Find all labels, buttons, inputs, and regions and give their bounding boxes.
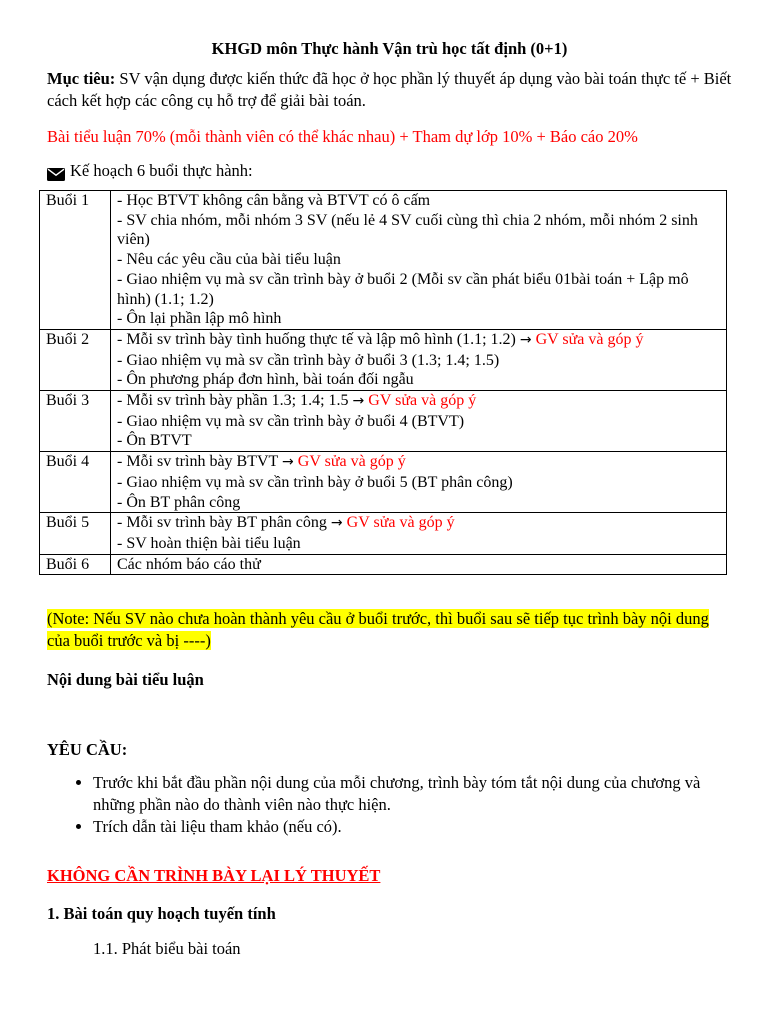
session-content	[111, 329, 727, 390]
requirements-list	[47, 772, 732, 838]
arrow-right-icon: →	[519, 331, 532, 348]
session-task-line: - SV hoàn thiện bài tiểu luận	[117, 534, 301, 552]
session-content	[111, 513, 727, 554]
session-name: Buổi 2	[40, 329, 111, 390]
teacher-feedback-text: GV sửa và góp ý	[535, 330, 644, 348]
session-task-line: - Giao nhiệm vụ mà sv cần trình bày ở buổi 4 (BTVT)	[117, 412, 465, 430]
arrow-right-icon: →	[330, 515, 343, 532]
no-theory-heading: KHÔNG CẦN TRÌNH BÀY LẠI LÝ THUYẾT	[47, 865, 381, 885]
session-row	[40, 329, 727, 390]
session-task-line	[117, 452, 720, 473]
session-task-text: - Mỗi sv trình bày phần 1.3; 1.4; 1.5	[117, 392, 353, 410]
arrow-right-icon: →	[352, 393, 365, 410]
session-task-line: - Giao nhiệm vụ mà sv cần trình bày ở buổi 3 (1.3; 1.4; 1.5)	[117, 351, 500, 369]
note-paragraph	[47, 608, 732, 652]
document-title: KHGD môn Thực hành Vận trù học tất định (0+1)	[211, 39, 568, 58]
session-row	[40, 452, 727, 513]
teacher-feedback-text: GV sửa và góp ý	[297, 453, 406, 471]
envelope-icon	[47, 165, 65, 178]
session-task-line: - Ôn phương pháp đơn hình, bài toán đối ngẫu	[117, 371, 414, 389]
session-task-line	[117, 330, 720, 351]
session-name: Buổi 6	[40, 554, 111, 575]
grading-breakdown: Bài tiểu luận 70% (mỗi thành viên có thể khác nhau) + Tham dự lớp 10% + Báo cáo 20%	[47, 127, 638, 146]
subsection-heading: 1.1. Phát biểu bài toán	[93, 939, 241, 959]
session-task-line: - SV chia nhóm, mỗi nhóm 3 SV (nếu lẻ 4 SV cuối cùng thì chia 2 nhóm, mỗi nhóm 2 sinh viên)	[117, 211, 698, 249]
session-task-line	[117, 513, 720, 534]
session-task-text: - Mỗi sv trình bày BT phân công	[117, 514, 331, 532]
session-content	[111, 391, 727, 452]
session-name: Buổi 5	[40, 513, 111, 554]
document-page	[47, 38, 732, 960]
objective-text: SV vận dụng được kiến thức đã học ở học phần lý thuyết áp dụng vào bài toán thực tế + Biết cách kết hợp các công cụ hỗ trợ để giải bài toán.	[47, 69, 732, 110]
plan-heading-text: Kế hoạch 6 buổi thực hành:	[70, 161, 253, 180]
session-row	[40, 513, 727, 554]
session-name: Buổi 1	[40, 191, 111, 330]
requirements-title: YÊU CẦU:	[47, 739, 128, 759]
requirement-item: • Trích dẫn tài liệu tham khảo (nếu có).	[93, 816, 732, 838]
session-plan-table	[39, 190, 727, 575]
session-task-line: Các nhóm báo cáo thử	[117, 555, 261, 573]
session-task-text: - Mỗi sv trình bày BTVT	[117, 453, 283, 471]
session-task-line: - Giao nhiệm vụ mà sv cần trình bày ở buổi 2 (Mỗi sv cần phát biểu 01bài toán + Lập mô hình) (1.1; 1.2)	[117, 270, 689, 308]
session-name: Buổi 4	[40, 452, 111, 513]
section-heading: 1. Bài toán quy hoạch tuyến tính	[47, 904, 276, 924]
session-task-line: - Học BTVT không cân bằng và BTVT có ô cấm	[117, 192, 431, 209]
session-task-line: - Ôn lại phần lập mô hình	[117, 310, 282, 328]
session-row	[40, 191, 727, 330]
session-content	[111, 452, 727, 513]
content-title: Nội dung bài tiểu luận	[47, 669, 204, 689]
session-task-line: - Ôn BTVT	[117, 432, 192, 450]
session-task-line: - Ôn BT phân công	[117, 493, 241, 511]
session-task-text: - Mỗi sv trình bày tình huống thực tế và lập mô hình (1.1; 1.2)	[117, 330, 520, 348]
session-row	[40, 554, 727, 575]
note-highlight: (Note: Nếu SV nào chưa hoàn thành yêu cầu ở buổi trước, thì buổi sau sẽ tiếp tục trình bày nội dung của buổi trước và bị ----)	[47, 609, 709, 651]
objective-label: Mục tiêu:	[47, 69, 116, 88]
session-task-line: - Nêu các yêu cầu của bài tiểu luận	[117, 251, 341, 269]
objective-paragraph	[47, 68, 732, 112]
arrow-right-icon: →	[282, 454, 294, 471]
session-content	[111, 191, 727, 330]
session-task-line	[117, 391, 720, 412]
session-row	[40, 391, 727, 452]
requirement-item: • Trước khi bắt đầu phần nội dung của mỗi chương, trình bày tóm tắt nội dung của chương và những phần nào do thành viên nào thực hiện.	[93, 772, 732, 816]
teacher-feedback-text: GV sửa và góp ý	[368, 392, 477, 410]
session-name: Buổi 3	[40, 391, 111, 452]
session-task-line: - Giao nhiệm vụ mà sv cần trình bày ở buổi 5 (BT phân công)	[117, 473, 513, 491]
plan-heading	[47, 160, 732, 182]
teacher-feedback-text: GV sửa và góp ý	[346, 514, 455, 532]
session-content	[111, 554, 727, 575]
